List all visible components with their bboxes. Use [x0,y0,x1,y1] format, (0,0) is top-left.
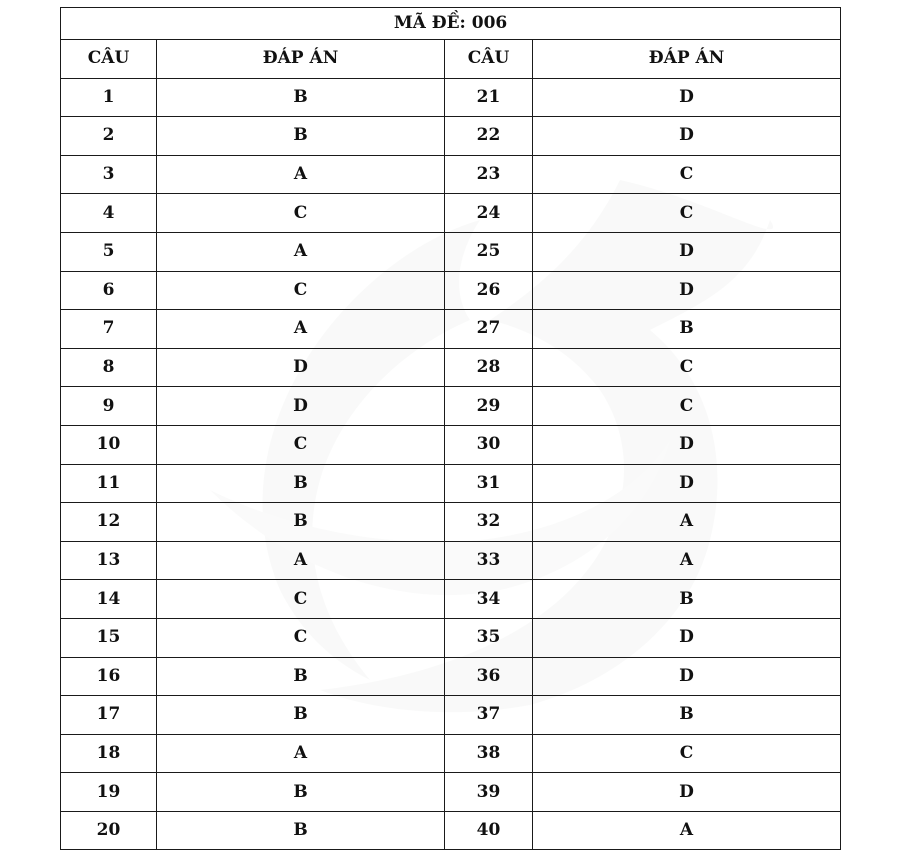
answer-cell: A [157,310,445,349]
question-number-cell: 34 [445,580,533,619]
answer-cell: D [157,348,445,387]
answer-cell: C [533,734,841,773]
question-number-cell: 35 [445,618,533,657]
table-row [61,194,841,233]
question-number-cell: 40 [445,811,533,850]
answer-cell: D [533,232,841,271]
answer-cell: B [157,464,445,503]
table-row [61,696,841,735]
table-row [61,348,841,387]
question-number-cell: 11 [61,464,157,503]
answer-cell: A [157,155,445,194]
question-number-cell: 4 [61,194,157,233]
question-number-cell: 9 [61,387,157,426]
question-number-cell: 21 [445,78,533,117]
question-number-cell: 18 [61,734,157,773]
answer-cell: A [533,811,841,850]
table-row [61,464,841,503]
question-number-cell: 38 [445,734,533,773]
answer-cell: A [533,541,841,580]
answer-cell: D [533,117,841,156]
answer-cell: B [533,696,841,735]
question-number-cell: 28 [445,348,533,387]
exam-code-title: MÃ ĐỀ: 006 [61,8,841,40]
answer-cell: D [533,271,841,310]
answer-header-left: ĐÁP ÁN [157,40,445,79]
question-number-cell: 16 [61,657,157,696]
answer-cell: D [157,387,445,426]
table-row [61,232,841,271]
answer-cell: C [533,194,841,233]
question-number-cell: 33 [445,541,533,580]
question-number-cell: 27 [445,310,533,349]
question-number-cell: 24 [445,194,533,233]
question-number-cell: 23 [445,155,533,194]
answer-cell: D [533,78,841,117]
question-number-cell: 7 [61,310,157,349]
answer-rows [61,78,841,850]
table-row [61,811,841,850]
question-number-cell: 5 [61,232,157,271]
answer-cell: C [157,618,445,657]
header-row [61,40,841,79]
table-row [61,541,841,580]
answer-cell: D [533,657,841,696]
table-row [61,78,841,117]
answer-cell: C [157,425,445,464]
answer-cell: A [157,232,445,271]
answer-cell: B [533,310,841,349]
answer-key-table [60,7,841,850]
question-number-cell: 17 [61,696,157,735]
table-row [61,580,841,619]
table-row [61,734,841,773]
answer-cell: D [533,464,841,503]
question-number-cell: 13 [61,541,157,580]
answer-cell: A [533,503,841,542]
question-number-cell: 20 [61,811,157,850]
answer-cell: D [533,618,841,657]
answer-cell: B [157,773,445,812]
question-number-cell: 15 [61,618,157,657]
answer-cell: A [157,734,445,773]
answer-cell: B [157,503,445,542]
title-row [61,8,841,40]
answer-cell: C [533,387,841,426]
table-row [61,387,841,426]
table-row [61,117,841,156]
table-row [61,425,841,464]
question-header-right: CÂU [445,40,533,79]
answer-cell: C [157,271,445,310]
answer-header-right: ĐÁP ÁN [533,40,841,79]
answer-cell: A [157,541,445,580]
answer-cell: C [533,348,841,387]
answer-cell: B [533,580,841,619]
question-number-cell: 6 [61,271,157,310]
question-number-cell: 36 [445,657,533,696]
table-row [61,503,841,542]
answer-cell: B [157,78,445,117]
question-number-cell: 32 [445,503,533,542]
answer-cell: D [533,425,841,464]
table-row [61,657,841,696]
question-number-cell: 22 [445,117,533,156]
question-number-cell: 19 [61,773,157,812]
question-number-cell: 8 [61,348,157,387]
question-header-left: CÂU [61,40,157,79]
question-number-cell: 1 [61,78,157,117]
answer-cell: C [157,580,445,619]
question-number-cell: 37 [445,696,533,735]
question-number-cell: 12 [61,503,157,542]
question-number-cell: 14 [61,580,157,619]
question-number-cell: 30 [445,425,533,464]
table-row [61,271,841,310]
table-row [61,773,841,812]
table-row [61,310,841,349]
question-number-cell: 39 [445,773,533,812]
question-number-cell: 25 [445,232,533,271]
answer-cell: D [533,773,841,812]
question-number-cell: 10 [61,425,157,464]
answer-cell: B [157,811,445,850]
question-number-cell: 3 [61,155,157,194]
table-row [61,618,841,657]
answer-cell: C [533,155,841,194]
answer-cell: C [157,194,445,233]
answer-cell: B [157,117,445,156]
question-number-cell: 2 [61,117,157,156]
table-row [61,155,841,194]
question-number-cell: 26 [445,271,533,310]
answer-cell: B [157,696,445,735]
answer-cell: B [157,657,445,696]
question-number-cell: 31 [445,464,533,503]
question-number-cell: 29 [445,387,533,426]
